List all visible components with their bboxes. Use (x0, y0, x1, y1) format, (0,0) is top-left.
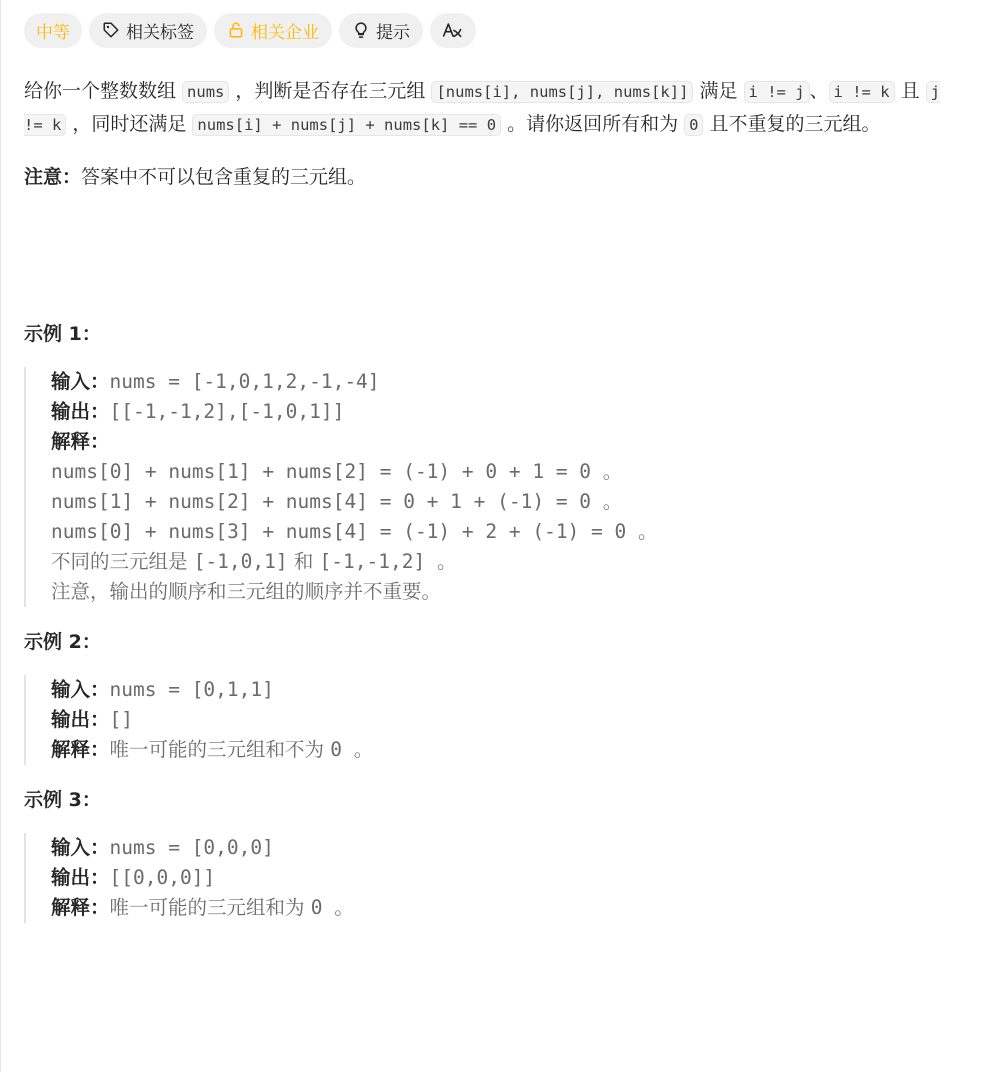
inline-code: [nums[i], nums[j], nums[k]] (431, 81, 693, 103)
inline-code: j != k (24, 83, 940, 134)
related-tags-button[interactable] (89, 13, 207, 48)
example-3-title: 示例 3： (24, 789, 101, 811)
example-explanation-line (51, 893, 964, 923)
example-1-block (24, 367, 964, 607)
example-input-value: nums = [0,1,1] (109, 678, 274, 701)
text-segment: 。 (425, 550, 457, 573)
output-label: 输出： (51, 708, 110, 731)
text-segment: 满足 (693, 80, 744, 102)
example-output-line (51, 397, 964, 427)
hint-button[interactable] (339, 13, 423, 48)
distinct-triplets-line (51, 547, 964, 577)
translate-button[interactable] (430, 13, 476, 48)
input-label: 输入： (51, 678, 110, 701)
tag-bar (24, 12, 964, 48)
lock-icon (227, 21, 245, 39)
text-segment: 。 (322, 896, 354, 919)
explanation-equation: nums[0] + nums[1] + nums[2] = (-1) + 0 + 1 = 0 。 (51, 460, 623, 483)
lightbulb-icon (352, 21, 370, 39)
text-segment: 、 (809, 80, 829, 102)
example-output-value: [] (109, 708, 133, 731)
input-label: 输入： (51, 836, 110, 859)
tag-icon (102, 21, 120, 39)
example-output-value: [[0,0,0]] (109, 866, 216, 889)
related-tags-label: 相关标签 (126, 22, 194, 43)
text-segment: 。请你返回所有和为 (501, 113, 685, 135)
example-1-title: 示例 1： (24, 323, 101, 345)
text-segment: 且不重复的三元组。 (703, 113, 881, 135)
example-output-line (51, 863, 964, 893)
inline-code: 0 (684, 114, 703, 136)
text-segment: ，判断是否存在三元组 (229, 80, 432, 102)
explanation-label: 解释： (51, 896, 110, 919)
translate-icon (442, 20, 464, 40)
explanation-label: 解释： (51, 738, 110, 761)
example-output-value: [[-1,-1,2],[-1,0,1]] (109, 400, 345, 423)
example-input-line (51, 833, 964, 863)
note-paragraph (24, 161, 964, 193)
problem-description (24, 12, 964, 943)
text-segment: ，同时还满足 (66, 113, 193, 135)
statement-paragraph (24, 75, 964, 141)
zero-value: 0 (310, 896, 323, 919)
inline-code: nums (182, 81, 229, 103)
example-2-title: 示例 2： (24, 631, 101, 653)
example-output-line (51, 705, 964, 735)
difficulty-badge (24, 13, 82, 48)
text-segment: 唯一可能的三元组和不为 (109, 738, 331, 761)
example-input-line (51, 675, 964, 705)
inline-code: i != j (744, 81, 810, 103)
triplet-value: [-1,0,1] (193, 550, 288, 573)
panel-left-border (0, 0, 1, 1072)
note-text: 答案中不可以包含重复的三元组。 (81, 166, 367, 188)
explanation-equation: nums[1] + nums[2] + nums[4] = 0 + 1 + (-1) = 0 。 (51, 490, 623, 513)
text-segment: 和 (287, 550, 320, 573)
example-input-value: nums = [0,0,0] (109, 836, 274, 859)
text-segment: 唯一可能的三元组和为 (109, 896, 311, 919)
explanation-label: 解释： (51, 430, 110, 453)
example-3-block (24, 833, 964, 923)
spacer (24, 193, 964, 319)
problem-statement (24, 75, 964, 141)
text-segment: 给你一个整数数组 (24, 80, 183, 102)
zero-value: 0 (330, 738, 342, 761)
text-segment: 且 (894, 80, 926, 102)
order-note-line: 注意，输出的顺序和三元组的顺序并不重要。 (51, 580, 442, 603)
triplet-value: [-1,-1,2] (319, 550, 426, 573)
related-companies-label: 相关企业 (251, 22, 319, 43)
inline-code: nums[i] + nums[j] + nums[k] == 0 (192, 114, 501, 136)
hint-label: 提示 (376, 22, 410, 43)
example-input-line (51, 367, 964, 397)
text-segment: 不同的三元组是 (51, 550, 194, 573)
difficulty-label: 中等 (36, 22, 70, 43)
output-label: 输出： (51, 866, 110, 889)
text-segment: 。 (341, 738, 374, 761)
input-label: 输入： (51, 370, 110, 393)
explanation-equation: nums[0] + nums[3] + nums[4] = (-1) + 2 + (-1) = 0 。 (51, 520, 658, 543)
example-explanation-line (51, 735, 964, 765)
note-label: 注意： (24, 166, 82, 188)
example-input-value: nums = [-1,0,1,2,-1,-4] (109, 370, 380, 393)
inline-code: i != k (829, 81, 895, 103)
related-companies-button[interactable] (214, 13, 332, 48)
output-label: 输出： (51, 400, 110, 423)
example-explanation-line (51, 427, 964, 457)
example-2-block (24, 675, 964, 765)
